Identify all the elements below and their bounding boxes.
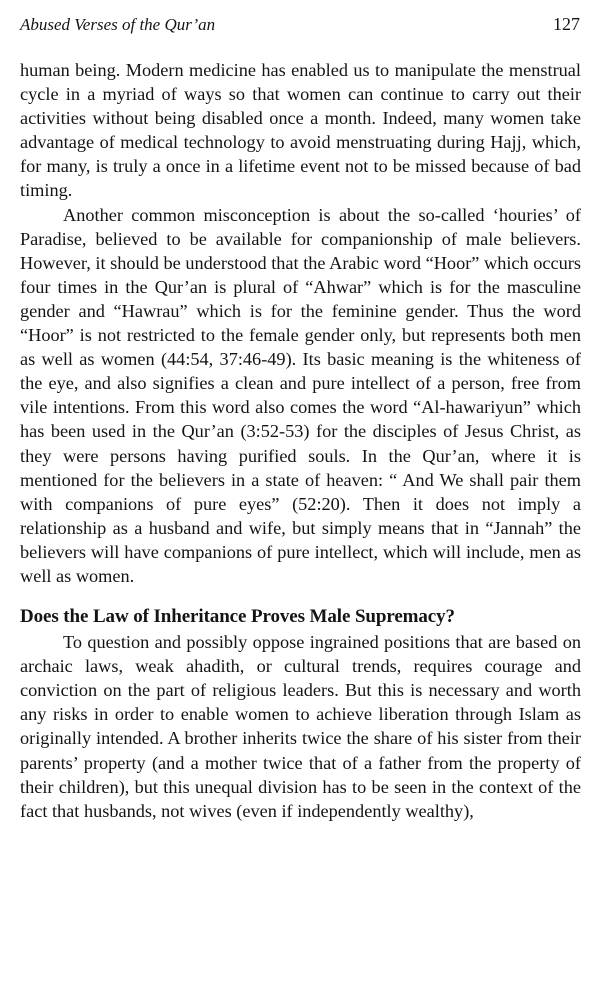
- running-title: Abused Verses of the Qur’an: [20, 15, 216, 34]
- page-body: [20, 58, 581, 823]
- paragraph-houries: Another common misconception is about the so-called ‘houries’ of Paradise, believed to be available for companionship of male believers. However, it should be understood that the Arabic word “Hoor” which occurs four times in the Qur’an is plural of “Ahwar” which is for the masculine gender and “Hawrau” which is for the feminine gender. Thus the word “Hoor” is not restricted to the female gender only, but represents both men as well as women (44:54, 37:46-49). Its basic meaning is the whiteness of the eye, and also signifies a clean and pure intellect of a person, free from vile intentions. From this word also comes the word “Al-hawariyun” which has been used in the Qur’an (3:52-53) for the disciples of Jesus Christ, as they were persons having purified souls. In the Qur’an, where it is mentioned for the believers in a state of heaven: “ And We shall pair them with companions of pure eyes” (52:20). Then it does not imply a relationship as a husband and wife, but simply means that in “Jannah” the believers will have companions of pure intellect, which will include, men as well as women.: [20, 204, 581, 586]
- paragraph-continued: human being. Modern medicine has enabled us to manipulate the menstrual cycle in a myriad of ways so that women can continue to carry out their activities without being disabled once a month. Indeed, many women take advantage of medical technology to avoid menstruating during Hajj, which, for many, is truly a once in a lifetime event not to be missed because of bad timing.: [20, 60, 581, 201]
- page-number: 127: [553, 14, 580, 34]
- paragraph-inheritance: To question and possibly oppose ingrained positions that are based on archaic laws, weak ahadith, or cultural trends, requires courage and conviction on the part of religious leaders. But this is necessary and worth any risks in order to enable women to achieve liberation through Islam as originally intended. A brother inherits twice the share of his sister from their parents’ property (and a mother twice that of a father from the property of their children), but this unequal division has to be seen in the context of the fact that husbands, not wives (even if independently wealthy),: [20, 632, 581, 821]
- page-header: [20, 14, 580, 38]
- section-heading: Does the Law of Inheritance Proves Male Supremacy?: [20, 606, 455, 628]
